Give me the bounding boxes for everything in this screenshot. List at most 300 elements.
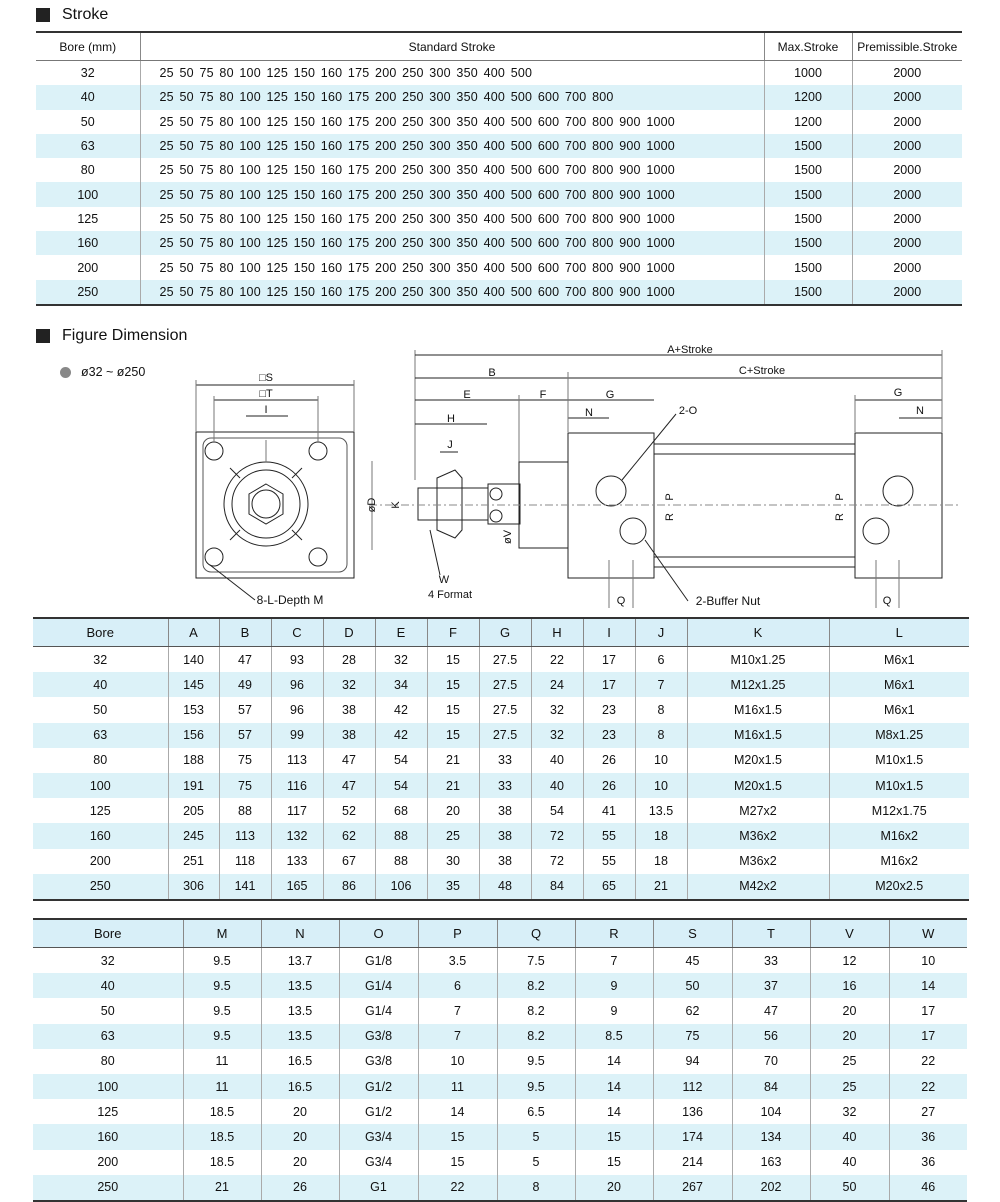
dim1-cell: 113 (271, 748, 323, 773)
stroke-bore-cell: 125 (77, 211, 99, 226)
dim2-cell: 32 (810, 1099, 889, 1124)
dim2-header-row (33, 919, 967, 948)
dim2-cell: 7 (418, 998, 497, 1023)
dim1-cell: 188 (168, 748, 219, 773)
stroke-standard-cell: 25 50 75 80 100 125 150 160 175 200 250 300 350 400 500 600 700 800 (140, 85, 764, 109)
dim1-cell: 251 (168, 849, 219, 874)
stroke-row (36, 158, 962, 182)
dim1-cell: M27x2 (687, 798, 829, 823)
dim1-cell: 153 (168, 697, 219, 722)
dim2-header-t: T (732, 919, 810, 948)
dim1-cell: 49 (219, 672, 271, 697)
dim2-cell: 84 (732, 1074, 810, 1099)
stroke-bore-cell: 250 (36, 280, 140, 305)
dim2-cell: 22 (418, 1175, 497, 1201)
dim2-cell: 11 (183, 1049, 261, 1074)
label-g-right: G (893, 387, 903, 399)
stroke-section-title (36, 6, 108, 24)
bolt-hole-bottom-right (309, 548, 327, 566)
header-bore: Bore (mm) (36, 32, 140, 61)
dim2-cell: 10 (418, 1049, 497, 1074)
dim1-cell: 17 (583, 672, 635, 697)
header-standard-stroke: Standard Stroke (140, 32, 764, 61)
dim1-cell: 38 (323, 697, 375, 722)
dim1-cell: 38 (479, 823, 531, 848)
dim2-cell: 5 (497, 1124, 575, 1149)
dim1-cell: 41 (583, 798, 635, 823)
dim1-cell: 25 (427, 823, 479, 848)
dim2-cell: 9 (575, 998, 653, 1023)
dim1-cell: 54 (531, 798, 583, 823)
label-w: W (438, 574, 450, 586)
dim2-cell: 13.7 (261, 948, 339, 974)
dim1-cell: 63 (33, 723, 168, 748)
label-g-left: G (605, 389, 615, 401)
dim1-cell: M8x1.25 (829, 723, 969, 748)
dim1-cell: 125 (89, 803, 111, 818)
dim2-cell: 15 (418, 1124, 497, 1149)
dim1-cell: 75 (219, 748, 271, 773)
dim1-cell: 13.5 (635, 798, 687, 823)
dim2-cell: 9.5 (183, 948, 261, 974)
stroke-table (36, 31, 962, 306)
leader-buffer-nut (645, 540, 688, 601)
dim2-cell: 50 (810, 1175, 889, 1201)
buffer-nut-rear (863, 518, 889, 544)
dim1-row (33, 697, 969, 722)
stroke-perm-cell: 2000 (852, 134, 962, 158)
stroke-bore-cell: 40 (36, 85, 140, 109)
dim1-header-d: D (323, 618, 375, 647)
dim2-cell: G3/4 (339, 1124, 418, 1149)
dim1-cell: M36x2 (687, 823, 829, 848)
dim2-row (33, 1124, 967, 1149)
dim2-cell: 163 (732, 1150, 810, 1175)
dim2-cell: 22 (889, 1049, 967, 1074)
dim1-cell: 113 (219, 823, 271, 848)
dim1-row (33, 849, 969, 874)
dim2-cell: G1/2 (339, 1074, 418, 1099)
stroke-table-body (36, 61, 962, 305)
leader-w (430, 530, 440, 575)
stroke-bore-cell: 80 (80, 163, 95, 178)
stroke-perm-cell: 2000 (852, 280, 962, 305)
dim1-cell: 18 (635, 849, 687, 874)
dim2-cell: 7 (575, 948, 653, 974)
dim2-cell: 37 (732, 973, 810, 998)
dim1-cell: 21 (427, 773, 479, 798)
dim2-cell: 250 (33, 1175, 183, 1201)
dim2-cell: 75 (653, 1024, 732, 1049)
label-p-right: P (834, 493, 846, 501)
dim1-cell: 57 (219, 697, 271, 722)
stroke-standard-cell: 25 50 75 80 100 125 150 160 175 200 250 300 350 400 500 600 700 800 900 1000 (140, 110, 764, 134)
dim2-cell: 45 (653, 948, 732, 974)
dim2-cell: 50 (653, 973, 732, 998)
dim2-cell: 9.5 (497, 1049, 575, 1074)
dim1-cell: 99 (271, 723, 323, 748)
flat-mark-bottom (490, 510, 502, 522)
dim1-cell: 75 (219, 773, 271, 798)
dim1-cell: 132 (271, 823, 323, 848)
dim2-cell: 32 (100, 953, 115, 968)
dim2-cell: 134 (732, 1124, 810, 1149)
dim1-cell: 100 (33, 773, 168, 798)
dim1-cell: 27.5 (479, 647, 531, 673)
dim2-header-q: Q (497, 919, 575, 948)
front-cover-boss (519, 462, 568, 548)
dim2-cell: 16.5 (261, 1074, 339, 1099)
dim2-header-v: V (810, 919, 889, 948)
dim1-cell: M6x1 (829, 697, 969, 722)
dim2-cell: 202 (732, 1175, 810, 1201)
dim2-cell: 112 (653, 1074, 732, 1099)
label-p-left: P (664, 493, 676, 501)
dim2-row (33, 1074, 967, 1099)
dim1-cell: 27.5 (479, 723, 531, 748)
dim2-cell: G1/8 (339, 948, 418, 974)
dim2-cell: 8.2 (497, 1024, 575, 1049)
dim1-cell: 72 (531, 849, 583, 874)
dim2-cell: 62 (653, 998, 732, 1023)
dimension-table-2 (33, 918, 967, 1202)
stroke-perm-cell: 2000 (852, 110, 962, 134)
dim1-cell: 106 (375, 874, 427, 900)
front-view-square (196, 432, 354, 578)
dim1-row (33, 647, 969, 673)
dim1-cell: 30 (427, 849, 479, 874)
dim2-cell: 136 (653, 1099, 732, 1124)
label-2-o: 2-O (678, 405, 698, 417)
stroke-perm-cell: 2000 (852, 231, 962, 255)
dim2-cell: 3.5 (418, 948, 497, 974)
dim1-cell: 8 (635, 723, 687, 748)
dim1-cell: 32 (531, 723, 583, 748)
stroke-row (36, 280, 962, 305)
dim1-cell: 200 (89, 854, 111, 869)
dim1-cell: M36x2 (687, 849, 829, 874)
dim1-cell: 191 (168, 773, 219, 798)
dim2-cell: 20 (575, 1175, 653, 1201)
stroke-standard-cell: 25 50 75 80 100 125 150 160 175 200 250 300 350 400 500 600 700 800 900 1000 (140, 207, 764, 231)
leader-depth (210, 565, 255, 600)
leader-2-o (622, 414, 676, 480)
label-i: I (264, 404, 268, 416)
port-rear (883, 476, 913, 506)
dim2-cell: 200 (97, 1155, 119, 1170)
dim1-cell: 68 (375, 798, 427, 823)
dim1-cell: 23 (583, 723, 635, 748)
dim1-header-j: J (635, 618, 687, 647)
stroke-standard-cell: 25 50 75 80 100 125 150 160 175 200 250 300 350 400 500 600 700 800 900 1000 (140, 158, 764, 182)
dim2-cell: 8.2 (497, 973, 575, 998)
dim2-cell: 20 (810, 1024, 889, 1049)
dim1-body (33, 647, 969, 900)
stroke-bore-cell: 50 (80, 114, 95, 129)
dim2-cell: 16 (810, 973, 889, 998)
dim2-cell: 47 (732, 998, 810, 1023)
dim2-cell: 7.5 (497, 948, 575, 974)
dim2-row (33, 1175, 967, 1201)
rod-circle (252, 490, 280, 518)
dim1-cell: 65 (583, 874, 635, 900)
dim2-cell: 9.5 (183, 973, 261, 998)
dim1-cell: 156 (168, 723, 219, 748)
dim1-cell: 32 (323, 672, 375, 697)
dim1-cell: 52 (323, 798, 375, 823)
dim1-row (33, 672, 969, 697)
dim2-cell: 18.5 (183, 1099, 261, 1124)
dim1-cell: 18 (635, 823, 687, 848)
stroke-perm-cell: 2000 (852, 207, 962, 231)
dim1-cell: M6x1 (829, 672, 969, 697)
dim2-cell: 27 (889, 1099, 967, 1124)
dim1-header-b: B (219, 618, 271, 647)
label-v: øV (502, 529, 514, 545)
dim2-cell: 160 (33, 1124, 183, 1149)
flat-mark-top (490, 488, 502, 500)
dim1-cell: 23 (583, 697, 635, 722)
dim1-cell: 47 (323, 748, 375, 773)
dim1-cell: 140 (168, 647, 219, 673)
dim1-cell: 55 (583, 849, 635, 874)
bolt-hole-top-right (309, 442, 327, 460)
dim1-cell: M10x1.25 (687, 647, 829, 673)
stroke-max-cell: 1200 (764, 85, 852, 109)
dim1-cell: 245 (168, 823, 219, 848)
dim2-cell: 125 (97, 1104, 119, 1119)
dim1-cell: 40 (531, 773, 583, 798)
dim1-cell: 57 (219, 723, 271, 748)
label-a-stroke: A+Stroke (667, 344, 713, 356)
stroke-perm-cell: 2000 (852, 158, 962, 182)
dim2-cell: 21 (183, 1175, 261, 1201)
dim2-cell: 9.5 (183, 998, 261, 1023)
dim2-cell: 104 (732, 1099, 810, 1124)
label-f: F (539, 389, 547, 401)
stroke-perm-cell: 2000 (852, 255, 962, 279)
dim1-cell: 40 (33, 672, 168, 697)
stroke-row (36, 134, 962, 158)
dim1-cell: 15 (427, 672, 479, 697)
dim2-cell: 11 (418, 1074, 497, 1099)
dim1-cell: 10 (635, 748, 687, 773)
dimension-table-1 (33, 617, 969, 901)
dim1-header-i: I (583, 618, 635, 647)
dim1-row (33, 773, 969, 798)
dim1-cell: M20x1.5 (687, 773, 829, 798)
dim2-cell: G3/4 (339, 1150, 418, 1175)
dim2-cell: 18.5 (183, 1124, 261, 1149)
dim1-cell: M42x2 (687, 874, 829, 900)
dim1-cell: 165 (271, 874, 323, 900)
dim1-cell: 33 (479, 748, 531, 773)
bore-range-text: ø32 ~ ø250 (81, 365, 146, 379)
dim1-cell: 67 (323, 849, 375, 874)
dim2-cell: 9 (575, 973, 653, 998)
dim2-cell: 20 (261, 1124, 339, 1149)
dim1-cell: 15 (427, 723, 479, 748)
dim1-cell: M6x1 (829, 647, 969, 673)
dim1-cell: 117 (271, 798, 323, 823)
dim2-cell: G1 (339, 1175, 418, 1201)
dim1-cell: M16x2 (829, 823, 969, 848)
dim1-cell: M10x1.5 (829, 773, 969, 798)
dim2-cell: 20 (261, 1150, 339, 1175)
dim1-cell: 20 (427, 798, 479, 823)
dim1-cell: M20x1.5 (687, 748, 829, 773)
dim1-cell: 22 (531, 647, 583, 673)
dim1-cell: M10x1.5 (829, 748, 969, 773)
port-front (596, 476, 626, 506)
piston-rod (418, 488, 488, 520)
dim2-cell: 12 (810, 948, 889, 974)
dim1-cell: 86 (323, 874, 375, 900)
dim2-body (33, 948, 967, 1201)
dim2-row (33, 1024, 967, 1049)
stroke-bore-cell: 200 (77, 260, 99, 275)
stroke-standard-cell: 25 50 75 80 100 125 150 160 175 200 250 300 350 400 500 600 700 800 900 1000 (140, 255, 764, 279)
dim1-cell: 84 (531, 874, 583, 900)
dim1-header-bore: Bore (33, 618, 168, 647)
dim1-cell: 96 (271, 697, 323, 722)
dim1-cell: 116 (271, 773, 323, 798)
stroke-max-cell: 1500 (764, 231, 852, 255)
dim2-cell: 40 (810, 1124, 889, 1149)
dim1-cell: 72 (531, 823, 583, 848)
dim1-cell: M12x1.25 (687, 672, 829, 697)
label-t: □T (259, 388, 273, 400)
dim2-cell: 13.5 (261, 1024, 339, 1049)
stroke-row (36, 85, 962, 109)
stroke-max-cell: 1500 (764, 182, 852, 206)
header-max-stroke: Max.Stroke (764, 32, 852, 61)
dim2-cell: 7 (418, 1024, 497, 1049)
dim2-cell: 9.5 (497, 1074, 575, 1099)
dim2-row (33, 948, 967, 974)
dim1-cell: 250 (33, 874, 168, 900)
bolt-hole-top-left (205, 442, 223, 460)
dim2-cell: 10 (889, 948, 967, 974)
dim1-cell: 88 (219, 798, 271, 823)
dim1-cell: 145 (168, 672, 219, 697)
dim2-cell: 36 (889, 1150, 967, 1175)
dim2-cell: 214 (653, 1150, 732, 1175)
dim1-cell: M20x2.5 (829, 874, 969, 900)
dim2-cell: 6.5 (497, 1099, 575, 1124)
dim1-cell: 47 (219, 647, 271, 673)
dim2-cell: 46 (889, 1175, 967, 1201)
stroke-max-cell: 1500 (764, 255, 852, 279)
stroke-max-cell: 1200 (764, 110, 852, 134)
dim2-cell: 8.2 (497, 998, 575, 1023)
dim2-cell: 100 (33, 1074, 183, 1099)
dim2-row (33, 1150, 967, 1175)
dim2-cell: 15 (418, 1150, 497, 1175)
stroke-row (36, 231, 962, 255)
dim1-row (33, 748, 969, 773)
stroke-max-cell: 1500 (764, 134, 852, 158)
dim1-cell: M12x1.75 (829, 798, 969, 823)
front-view-ribs (230, 468, 302, 540)
dim2-cell: 20 (261, 1099, 339, 1124)
dim2-cell: 13.5 (261, 998, 339, 1023)
header-permissible-stroke: Premissible.Stroke (852, 32, 962, 61)
dim2-cell: 15 (575, 1150, 653, 1175)
dim1-cell: 141 (219, 874, 271, 900)
dim1-row (33, 874, 969, 900)
dim1-header-row (33, 618, 969, 647)
dim2-header-bore: Bore (33, 919, 183, 948)
dim1-cell: 32 (375, 647, 427, 673)
dim1-header-a: A (168, 618, 219, 647)
dim2-cell: 36 (889, 1124, 967, 1149)
dim1-cell: 80 (93, 753, 108, 768)
dim2-cell: 33 (732, 948, 810, 974)
dim1-header-k: K (687, 618, 829, 647)
label-h: H (447, 413, 455, 425)
stroke-title-text: Stroke (62, 6, 109, 23)
dim1-cell: 27.5 (479, 697, 531, 722)
dim1-cell: 96 (271, 672, 323, 697)
dim2-cell: 14 (889, 973, 967, 998)
dim1-cell: 118 (219, 849, 271, 874)
dim1-header-g: G (479, 618, 531, 647)
dim2-cell: 20 (810, 998, 889, 1023)
cylinder-dimension-drawing (0, 340, 1000, 615)
dim1-header-h: H (531, 618, 583, 647)
stroke-row (36, 207, 962, 231)
dim2-cell: 40 (810, 1150, 889, 1175)
rod-flats (488, 484, 520, 524)
label-j: J (447, 439, 453, 451)
dim1-cell: 7 (635, 672, 687, 697)
dim2-cell: 25 (810, 1049, 889, 1074)
dim2-cell: 40 (33, 973, 183, 998)
dim2-cell: 14 (575, 1074, 653, 1099)
dim2-row (33, 1099, 967, 1124)
stroke-perm-cell: 2000 (852, 61, 962, 86)
stroke-row (36, 61, 962, 86)
stroke-bore-cell: 100 (36, 182, 140, 206)
stroke-max-cell: 1000 (764, 61, 852, 86)
dim1-cell: 306 (168, 874, 219, 900)
label-r-left: R (664, 513, 676, 521)
dim2-cell: 9.5 (183, 1024, 261, 1049)
buffer-nut-front (620, 518, 646, 544)
dim1-cell: 34 (375, 672, 427, 697)
dim1-cell: 160 (33, 823, 168, 848)
dim1-cell: 6 (635, 647, 687, 673)
dim1-cell: 42 (375, 723, 427, 748)
dim1-cell: M16x1.5 (687, 697, 829, 722)
label-r-right: R (834, 513, 846, 521)
dim1-cell: 24 (531, 672, 583, 697)
stroke-standard-cell: 25 50 75 80 100 125 150 160 175 200 250 300 350 400 500 600 700 800 900 1000 (140, 231, 764, 255)
dim2-cell: 56 (732, 1024, 810, 1049)
label-s: □S (259, 372, 273, 384)
dim1-cell: 48 (479, 874, 531, 900)
rod-nut-side (437, 470, 462, 538)
dim1-cell: 42 (375, 697, 427, 722)
bolt-hole-bottom-left (205, 548, 223, 566)
dim2-cell: 26 (261, 1175, 339, 1201)
dim1-cell: 21 (635, 874, 687, 900)
dim1-header-e: E (375, 618, 427, 647)
stroke-bore-cell: 32 (80, 66, 95, 81)
dim2-header-s: S (653, 919, 732, 948)
dim1-cell: 205 (168, 798, 219, 823)
